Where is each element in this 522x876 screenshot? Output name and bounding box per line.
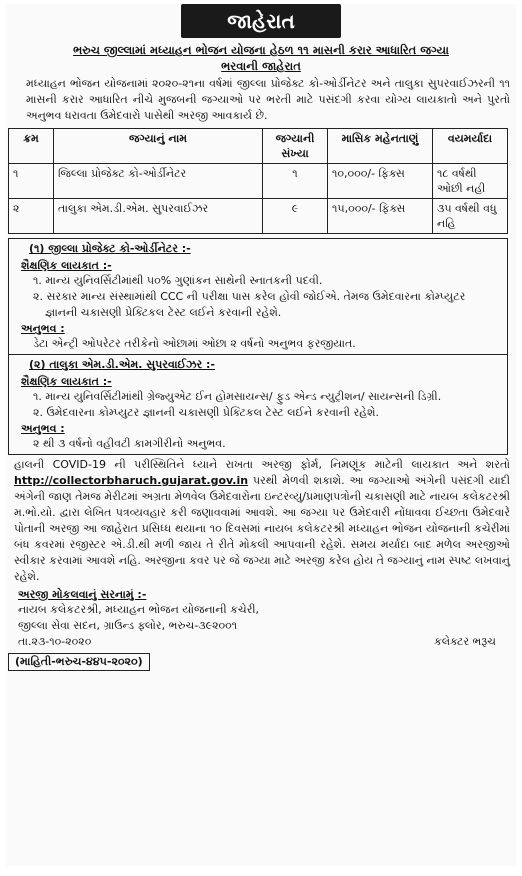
cell-count: ૯	[263, 199, 328, 234]
experience-text: ૨ થી ૩ વર્ષનો વહીવટી કામગીરીનો અનુભવ.	[33, 437, 226, 450]
cell-age-limit: ૩૫ વર્ષથી વધુ નહિ	[433, 199, 508, 234]
address-label: અરજી મોકલવાનું સરનામું :-	[18, 588, 147, 601]
subtitle-line-2: ભરવાની જાહેરાત	[221, 59, 301, 73]
advertisement	[6, 4, 516, 866]
col-header-post-name: જગ્યાનું નામ	[54, 129, 263, 164]
subtitle-line-1: ભરુચ જીલ્લામાં મધ્યાહન ભોજન યોજના હેઠળ ૧૧ માસની કરાર આધારિત જગ્યા	[73, 43, 449, 57]
date-signature-row	[6, 634, 516, 650]
experience-label: અનુભવ :	[21, 422, 65, 435]
website-link[interactable]: http://collectorbharuch.gujarat.gov.in	[14, 474, 249, 487]
table-row	[9, 164, 508, 199]
qualification-item: ૧. માન્ય યુનિવર્સિટીમાંથી ૫૦% ગુણાંકન સાથેની સ્નાતકની પદવી.	[33, 274, 323, 287]
cell-salary: ૧૫,૦૦૦/- ફિક્સ	[328, 199, 433, 234]
signature: કલેક્ટર ભરૂચ	[433, 635, 496, 648]
notice-text-part1: હાલની COVID-19 ની પરીસ્થિતિને ધ્યાને રાખતા અરજી ફોર્મ, નિમણૂંક માટેની લાયકાત અને શરતો	[14, 458, 510, 471]
address-line-1: નાયબ કલેકટરશ્રી, મધ્યાહન ભોજન યોજનાની કચેરી,	[18, 603, 260, 616]
date: તા.૨૩-૧૦-૨૦૨૦	[18, 635, 92, 648]
cell-salary: ૧૦,૦૦૦/- ફિક્સ	[328, 164, 433, 199]
qualification-item: ૧. માન્ય યુનિવર્સિટીમાંથી ગ્રેજ્યુએટ ઈન હોમસાયન્સ/ ફુડ એન્ડ ન્યુટ્રીશન/ સાયન્સની ડિગ્રી.	[33, 390, 442, 403]
notice-text-part2: પરથી મેળવી શકાશે. આ જગ્યાઓ અંગેની પસંદગી યાદી અંગેની જાણ તેમજ મેરીટમાં અગ્રતા મેળવેલ ઉમેદવારોના ઇન્ટરવ્યુ/પ્રમાણપત્રોની ચકાસણી માટે નાયબ કલેકટરશ્રી મ.ભો.યો. દ્વારા લેખિત પત્રવ્યવહાર કરી જણાવવામાં આવશે. આ જગ્યા પર ઉમેદવારી નોંધાવવા ઈચ્છતા ઉમેદવારે પોતાની અરજી આ જાહેરાત પ્રસિધ્ધ થયાના ૧૦ દિવસમાં નાયબ કલેકટરશ્રી મધ્યાહન ભોજન યોજનાની કચેરીમાં બંધ કવરમાં રજીસ્ટર એ.ડી.થી મળી જાય તે રીતે મોકલી આપવાની રહેશે. સમય મર્યાદા બાદ મળેલ અરજીઓ સ્વીકાર કરવામાં આવશે નહિ. અરજીના કવર પર જે જગ્યા માટે અરજી કરેલ હોય તે જગ્યાનું નામ સ્પષ્ટ લખવાનું રહેશે.	[14, 474, 510, 583]
qualification-label: શૈક્ષણિક લાયકાત :-	[21, 259, 112, 272]
col-header-age-limit: વયમર્યાદા	[433, 129, 508, 164]
cell-serial: ૧	[9, 164, 54, 199]
qualification-item: ૨. ઉમેદવારના કોમ્પ્યુટર જ્ઞાનની ચકાસણી પ્રેક્ટિકલ ટેસ્ટ લઈને કરવાની રહેશે.	[33, 406, 380, 419]
address-line-2: જીલ્લા સેવા સદન, ગ્રાઉન્ડ ફ્લોર, ભરુચ-૩૯૨૦૦૧	[18, 619, 238, 632]
cell-post-name: જિલ્લા પ્રોજેક્ટ કો-ઓર્ડીનેટર	[54, 164, 263, 199]
posts-table	[8, 128, 508, 234]
cell-age-limit: ૧૮ વર્ષથી ઓછી નહી	[433, 164, 508, 199]
col-header-count: જગ્યાની સંખ્યા	[263, 129, 328, 164]
table-header-row	[9, 129, 508, 164]
col-header-serial: ક્રમ	[9, 129, 54, 164]
section-coordinator	[8, 238, 508, 355]
experience-label: અનુભવ :	[21, 322, 65, 335]
notice-paragraph	[6, 457, 516, 585]
reference-number: (માહિતી-ભરુચ-૪૪૫-૨૦૨૦)	[8, 653, 150, 671]
qualification-label: શૈક્ષણિક લાયકાત :-	[21, 375, 112, 388]
section-supervisor-heading: (૨) તાલુકા એમ.ડી.એમ. સુપરવાઈઝર :-	[29, 358, 215, 371]
cell-serial: ૨	[9, 199, 54, 234]
cell-post-name: તાલુકા એમ.ડી.એમ. સુપરવાઈઝર	[54, 199, 263, 234]
col-header-salary: માસિક મહેનતાણું	[328, 129, 433, 164]
intro-paragraph: મધ્યાહન ભોજન યોજનામાં ૨૦૨૦-૨૧ના વર્ષમાં જીલ્લા પ્રોજેક્ટ કો-ઓર્ડીનેટર અને તાલુકા સુપરવાઈઝરની ૧૧ માસની કરાર આધારિત નીચે મુજબની જગ્યાઓ પર ભરતી માટે પસંદગી કરવા યોગ્ય લાયકાતો અને પુરતો અનુભવ ધરાવતા ઉમેદવારો પાસેથી અરજી આવકાર્ય છે.	[26, 77, 510, 122]
qualification-item: ૨. સરકાર માન્ય સંસ્થામાંથી CCC ની પરીક્ષા પાસ કરેલ હોવી જોઈએ. તેમજ ઉમેદવારના કોમ્પ્યુટર જ્ઞાનની ચકાસણી પ્રેક્ટિકલ ટેસ્ટ લઈને કરવાની રહેશે.	[33, 290, 466, 319]
experience-text: ડેટા એન્ટ્રી ઓપરેટર તરીકેનો ઓછામાં ઓછા ૨ વર્ષનો અનુભવ ફરજીયાત.	[33, 337, 356, 350]
page-title: જાહેરાત	[181, 4, 341, 38]
section-supervisor	[8, 355, 508, 455]
table-row	[9, 199, 508, 234]
cell-count: ૧	[263, 164, 328, 199]
section-coordinator-heading: (૧) જીલ્લા પ્રોજેક્ટ કો-ઓર્ડીનેટર :-	[29, 242, 191, 255]
